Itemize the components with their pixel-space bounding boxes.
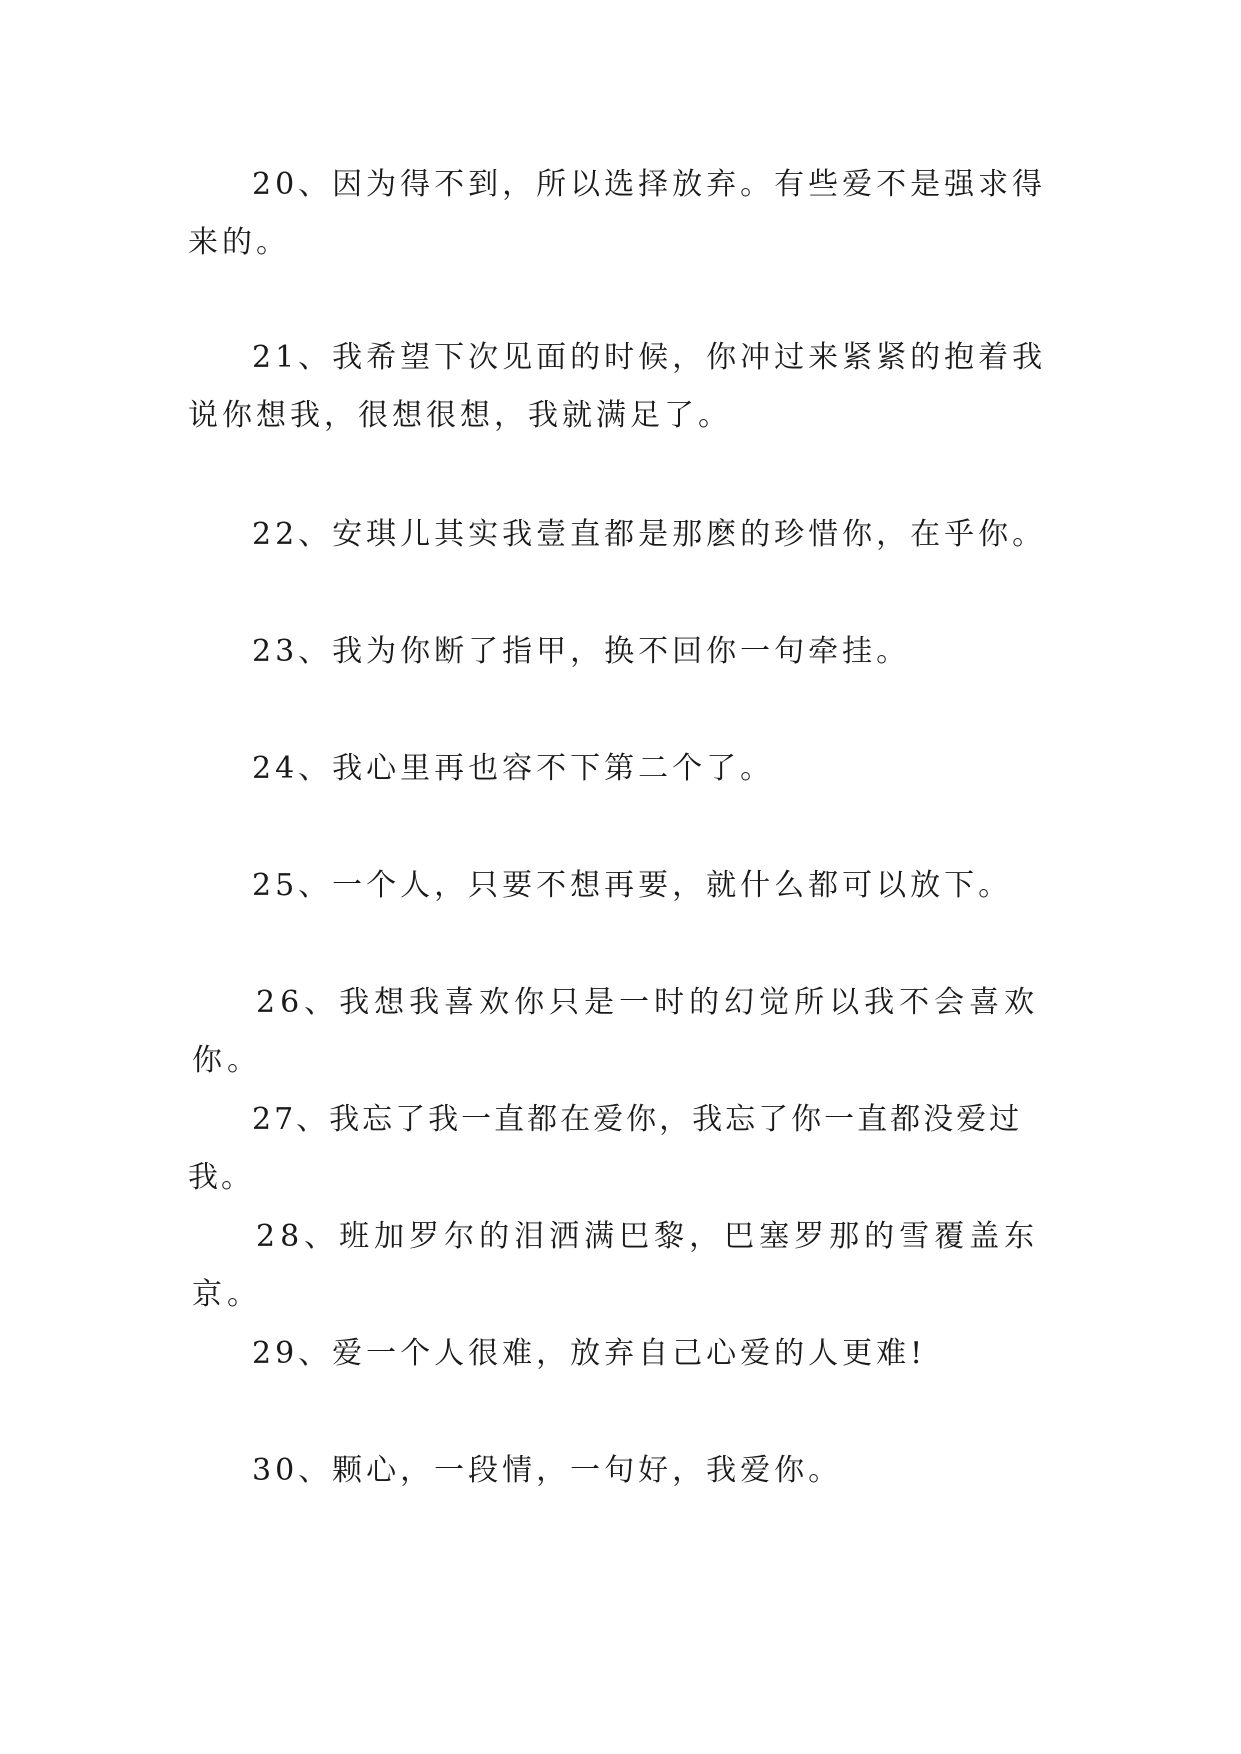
paragraph-20: 20、因为得不到，所以选择放弃。有些爱不是强求得来的。 — [188, 167, 1047, 260]
paragraph-25: 25、一个人，只要不想再要，就什么都可以放下。 — [252, 868, 1013, 903]
paragraph-27: 27、我忘了我一直都在爱你，我忘了你一直都没爱过我。 — [188, 1102, 1023, 1195]
paragraph-22: 22、安琪儿其实我壹直都是那麽的珍惜你，在乎你。 — [252, 517, 1047, 552]
paragraph-30: 30、颗心，一段情，一句好，我爱你。 — [252, 1453, 843, 1488]
paragraph-21: 21、我希望下次见面的时候，你冲过来紧紧的抱着我说你想我，很想很想，我就满足了。 — [188, 340, 1047, 433]
paragraph-24: 24、我心里再也容不下第二个了。 — [252, 751, 775, 786]
paragraph-26: 26、我想我喜欢你只是一时的幻觉所以我不会喜欢你。 — [192, 985, 1040, 1078]
paragraph-28: 28、班加罗尔的泪洒满巴黎，巴塞罗那的雪覆盖东京。 — [192, 1219, 1040, 1312]
paragraph-29: 29、爱一个人很难，放弃自己心爱的人更难! — [252, 1336, 927, 1371]
paragraph-23: 23、我为你断了指甲，换不回你一句牵挂。 — [252, 634, 911, 669]
